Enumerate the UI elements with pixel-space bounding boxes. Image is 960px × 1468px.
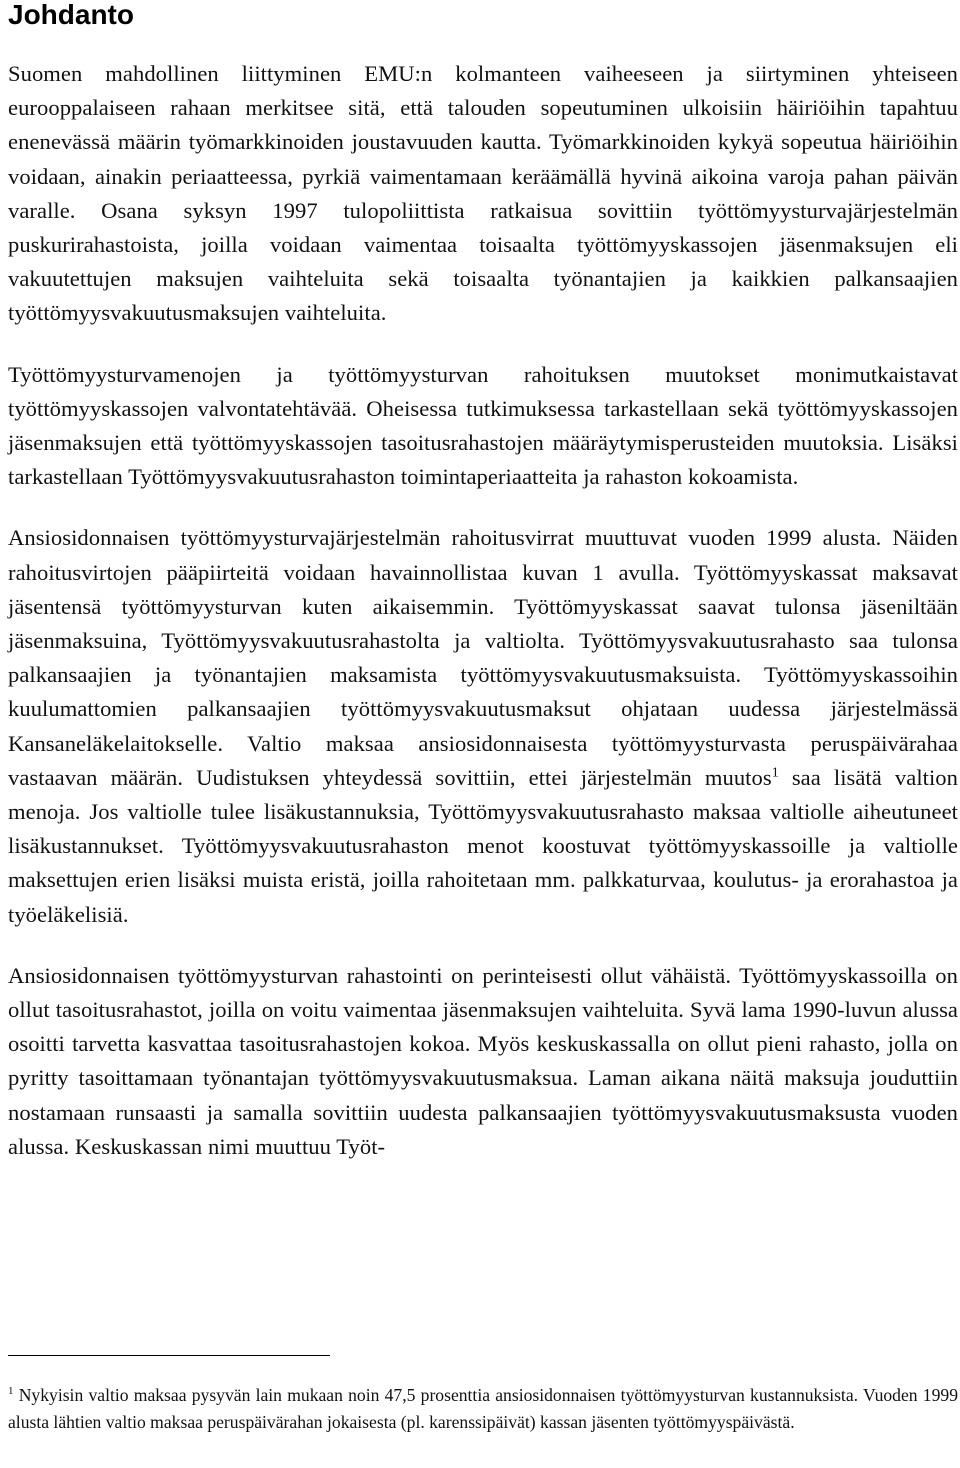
footnote-text: Nykyisin valtio maksaa pysyvän lain mukaan noin 47,5 prosenttia ansiosidonnaisen työttömyysturvan kustannuksista. Vuoden 1999 alusta lähtien valtio maksaa peruspäivärahan jokaisesta (pl. karenssipäivät) kassan jäsenten työttömyyspäivästä.: [8, 1385, 958, 1432]
section-heading: Johdanto: [8, 0, 134, 30]
paragraph-2: [8, 358, 958, 495]
footnote-reference[interactable]: 1: [771, 765, 779, 781]
paragraph-text: Suomen mahdollinen liittyminen EMU:n kolmanteen vaiheeseen ja siirtyminen yhteiseen eurooppalaiseen rahaan merkitsee sitä, että talouden sopeutuminen ulkoisiin häiriöihin tapahtuu enenevässä määrin työmarkkinoiden joustavuuden kautta. Työmarkkinoiden kykyä sopeutua häiriöihin voidaan, ainakin periaatteessa, pyrkiä vaimentamaan keräämällä hyvinä aikoina varoja pahan päivän varalle. Osana syksyn 1997 tulopoliittista ratkaisua sovittiin työttömyysturvajärjestelmän puskurirahastoista, joilla voidaan vaimentaa toisaalta työttömyyskassojen jäsenmaksujen eli vakuutettujen maksujen vaihteluita sekä toisaalta työnantajien ja kaikkien palkansaajien työttömyysvakuutusmaksujen vaihteluita.: [8, 61, 958, 326]
paragraph-4: [8, 959, 958, 1164]
body-text: [8, 57, 958, 1164]
document-page: [8, 0, 958, 1191]
paragraph-text: saa lisätä valtion menoja. Jos valtiolle tulee lisäkustannuksia, Työttömyysvakuutusrahasto maksaa valtiolle aiheutuneet lisäkustannukset. Työttömyysvakuutusrahaston menot koostuvat työttömyyskassoille ja valtiolle maksettujen erien lisäksi muista eristä, joilla rahoitetaan mm. palkkaturvaa, koulutus- ja erorahastoa ja työeläkelisiä.: [8, 764, 958, 927]
paragraph-text: Ansiosidonnaisen työttömyysturvan rahastointi on perinteisesti ollut vähäistä. Työttömyyskassoilla on ollut tasoitusrahastot, joilla on voitu vaimentaa jäsenmaksujen vaihteluita. Syvä lama 1990-luvun alussa osoitti tarvetta kasvattaa tasoitusrahastojen kokoa. Myös keskuskassalla on ollut pieni rahasto, jolla on pyritty tasoittamaan työnantajan työttömyysvakuutusmaksua. Laman aikana näitä maksuja jouduttiin nostamaan runsaasti ja samalla sovittiin uudesta palkansaajien työttömyysvakuutusmaksusta vuoden alussa. Keskuskassan nimi muuttuu Työt-: [8, 962, 958, 1159]
paragraph-text: Työttömyysturvamenojen ja työttömyysturvan rahoituksen muutokset monimutkaistavat työttömyyskassojen valvontatehtävää. Oheisessa tutkimuksessa tarkastellaan sekä työttömyyskassojen jäsenmaksujen että työttömyyskassojen tasoitusrahastojen määräytymisperusteiden muutoksia. Lisäksi tarkastellaan Työttömyysvakuutusrahaston toimintaperiaatteita ja rahaston kokoamista.: [8, 361, 958, 490]
paragraph-text: Ansiosidonnaisen työttömyysturvajärjestelmän rahoitusvirrat muuttuvat vuoden 1999 alusta. Näiden rahoitusvirtojen pääpiirteitä voidaan havainnollistaa kuvan 1 avulla. Työttömyyskassat maksavat jäsentensä työttömyysturvan kuten aikaisemmin. Työttömyyskassat saavat tulonsa jäseniltään jäsenmaksuina, Työttömyysvakuutusrahastolta ja valtiolta. Työttömyysvakuutusrahasto saa tulonsa palkansaajien ja työnantajien maksamista työttömyysvakuutusmaksuista. Työttömyyskassoihin kuulumattomien palkansaajien työttömyysvakuutusmaksut ohjataan uudessa järjestelmässä Kansaneläkelaitokselle. Valtio maksaa ansiosidonnaisesta työttömyysturvasta peruspäivärahaa vastaavan määrän. Uudistuksen yhteydessä sovittiin, ettei järjestelmän muutos: [8, 525, 958, 790]
paragraph-1: [8, 57, 958, 331]
footnote: [8, 1382, 958, 1435]
paragraph-3: [8, 521, 958, 931]
footnote-marker: 1: [8, 1385, 14, 1398]
footnote-separator: [8, 1355, 330, 1356]
